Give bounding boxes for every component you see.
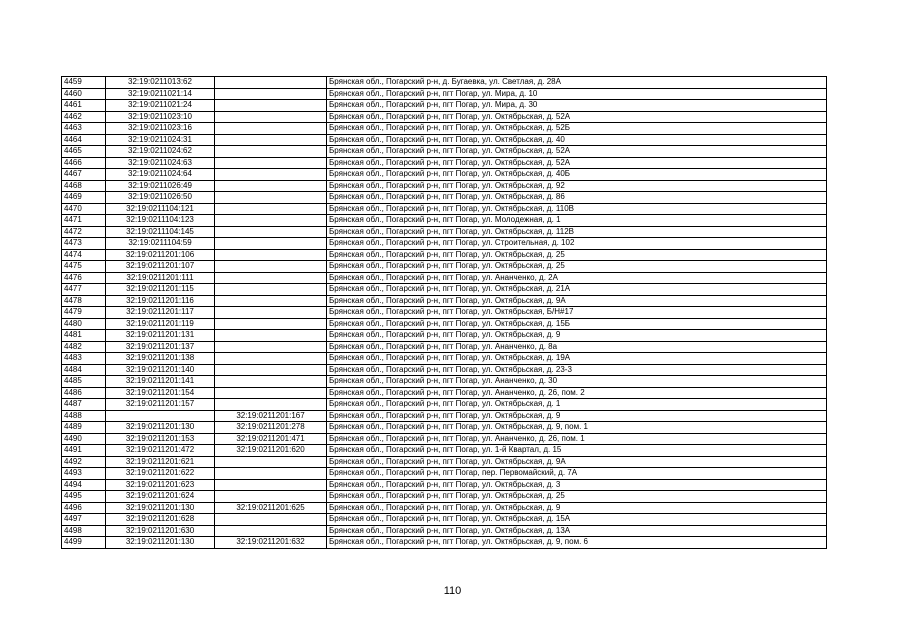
- parent-cadastral-number-cell: [215, 249, 327, 261]
- cadastral-number-cell: 32:19:0211104:59: [106, 238, 215, 250]
- parent-cadastral-number-cell: [215, 134, 327, 146]
- address-cell: Брянская обл., Погарский р-н, пгт Погар, ул. Октябрьская, д. 9А: [327, 295, 827, 307]
- row-number-cell: 4467: [62, 169, 106, 181]
- table-row: [62, 410, 827, 422]
- cadastral-number-cell: 32:19:0211023:10: [106, 111, 215, 123]
- parent-cadastral-number-cell: [215, 479, 327, 491]
- address-cell: Брянская обл., Погарский р-н, пгт Погар, ул. Ананченко, д. 26, пом. 1: [327, 433, 827, 445]
- cadastral-number-cell: 32:19:0211201:472: [106, 445, 215, 457]
- cadastral-number-cell: 32:19:0211201:622: [106, 468, 215, 480]
- table-row: [62, 318, 827, 330]
- parent-cadastral-number-cell: [215, 146, 327, 158]
- address-cell: Брянская обл., Погарский р-н, пгт Погар, ул. Октябрьская, д. 52А: [327, 146, 827, 158]
- table-row: [62, 180, 827, 192]
- row-number-cell: 4482: [62, 341, 106, 353]
- row-number-cell: 4459: [62, 77, 106, 89]
- cadastral-number-cell: 32:19:0211201:131: [106, 330, 215, 342]
- row-number-cell: 4498: [62, 525, 106, 537]
- parent-cadastral-number-cell: [215, 468, 327, 480]
- address-cell: Брянская обл., Погарский р-н, пгт Погар, ул. Строительная, д. 102: [327, 238, 827, 250]
- table-row: [62, 525, 827, 537]
- address-cell: Брянская обл., Погарский р-н, пгт Погар, ул. Мира, д. 10: [327, 88, 827, 100]
- row-number-cell: 4462: [62, 111, 106, 123]
- cadastral-number-cell: 32:19:0211201:138: [106, 353, 215, 365]
- row-number-cell: 4497: [62, 514, 106, 526]
- cadastral-number-cell: 32:19:0211201:107: [106, 261, 215, 273]
- cadastral-number-cell: 32:19:0211201:624: [106, 491, 215, 503]
- address-cell: Брянская обл., Погарский р-н, пгт Погар, ул. Октябрьская, д. 52А: [327, 111, 827, 123]
- parent-cadastral-number-cell: 32:19:0211201:471: [215, 433, 327, 445]
- parent-cadastral-number-cell: [215, 307, 327, 319]
- address-cell: Брянская обл., Погарский р-н, пгт Погар, ул. Октябрьская, д. 112В: [327, 226, 827, 238]
- parent-cadastral-number-cell: [215, 123, 327, 135]
- row-number-cell: 4484: [62, 364, 106, 376]
- row-number-cell: 4464: [62, 134, 106, 146]
- table-row: [62, 364, 827, 376]
- row-number-cell: 4469: [62, 192, 106, 204]
- cadastral-number-cell: 32:19:0211021:14: [106, 88, 215, 100]
- table-row: [62, 272, 827, 284]
- address-cell: Брянская обл., Погарский р-н, пгт Погар, пер. Первомайский, д. 7А: [327, 468, 827, 480]
- parent-cadastral-number-cell: [215, 192, 327, 204]
- address-cell: Брянская обл., Погарский р-н, пгт Погар, ул. Октябрьская, д. 25: [327, 491, 827, 503]
- table-row: [62, 261, 827, 273]
- cadastral-number-cell: 32:19:0211104:121: [106, 203, 215, 215]
- table-row: [62, 123, 827, 135]
- parent-cadastral-number-cell: [215, 157, 327, 169]
- cadastral-number-cell: 32:19:0211021:24: [106, 100, 215, 112]
- table-row: [62, 284, 827, 296]
- row-number-cell: 4460: [62, 88, 106, 100]
- table-row: [62, 111, 827, 123]
- row-number-cell: 4476: [62, 272, 106, 284]
- cadastral-number-cell: 32:19:0211201:119: [106, 318, 215, 330]
- table-row: [62, 215, 827, 227]
- row-number-cell: 4478: [62, 295, 106, 307]
- parent-cadastral-number-cell: [215, 88, 327, 100]
- address-cell: Брянская обл., Погарский р-н, пгт Погар, ул. Октябрьская, д. 9А: [327, 456, 827, 468]
- cadastral-number-cell: 32:19:0211201:153: [106, 433, 215, 445]
- row-number-cell: 4461: [62, 100, 106, 112]
- parent-cadastral-number-cell: [215, 353, 327, 365]
- parent-cadastral-number-cell: [215, 525, 327, 537]
- row-number-cell: 4490: [62, 433, 106, 445]
- parent-cadastral-number-cell: [215, 376, 327, 388]
- table-row: [62, 88, 827, 100]
- parent-cadastral-number-cell: [215, 491, 327, 503]
- parent-cadastral-number-cell: [215, 364, 327, 376]
- address-cell: Брянская обл., Погарский р-н, пгт Погар, ул. Октябрьская, д. 21А: [327, 284, 827, 296]
- parent-cadastral-number-cell: 32:19:0211201:278: [215, 422, 327, 434]
- cadastral-number-cell: 32:19:0211024:62: [106, 146, 215, 158]
- address-cell: Брянская обл., Погарский р-н, пгт Погар, ул. 1-й Квартал, д. 15: [327, 445, 827, 457]
- cadastral-number-cell: 32:19:0211023:16: [106, 123, 215, 135]
- address-cell: Брянская обл., Погарский р-н, пгт Погар, ул. Мира, д. 30: [327, 100, 827, 112]
- parent-cadastral-number-cell: [215, 399, 327, 411]
- row-number-cell: 4499: [62, 537, 106, 549]
- table-row: [62, 157, 827, 169]
- cadastral-number-cell: 32:19:0211201:141: [106, 376, 215, 388]
- row-number-cell: 4489: [62, 422, 106, 434]
- cadastral-number-cell: 32:19:0211201:157: [106, 399, 215, 411]
- parent-cadastral-number-cell: 32:19:0211201:632: [215, 537, 327, 549]
- address-cell: Брянская обл., Погарский р-н, пгт Погар, ул. Октябрьская, Б/Н#17: [327, 307, 827, 319]
- cadastral-number-cell: 32:19:0211201:106: [106, 249, 215, 261]
- row-number-cell: 4494: [62, 479, 106, 491]
- table-row: [62, 134, 827, 146]
- row-number-cell: 4466: [62, 157, 106, 169]
- table-row: [62, 502, 827, 514]
- parent-cadastral-number-cell: [215, 111, 327, 123]
- table-row: [62, 226, 827, 238]
- table-row: [62, 445, 827, 457]
- table-row: [62, 249, 827, 261]
- row-number-cell: 4491: [62, 445, 106, 457]
- row-number-cell: 4485: [62, 376, 106, 388]
- cadastral-number-cell: 32:19:0211201:628: [106, 514, 215, 526]
- table-row: [62, 330, 827, 342]
- cadastral-number-cell: 32:19:0211104:145: [106, 226, 215, 238]
- table-row: [62, 146, 827, 158]
- address-cell: Брянская обл., Погарский р-н, д. Бугаевка, ул. Светлая, д. 28А: [327, 77, 827, 89]
- cadastral-number-cell: 32:19:0211201:630: [106, 525, 215, 537]
- row-number-cell: 4465: [62, 146, 106, 158]
- table-row: [62, 422, 827, 434]
- table-row: [62, 238, 827, 250]
- address-cell: Брянская обл., Погарский р-н, пгт Погар, ул. Октябрьская, д. 9: [327, 410, 827, 422]
- cadastral-number-cell: [106, 410, 215, 422]
- cadastral-number-cell: 32:19:0211013:62: [106, 77, 215, 89]
- row-number-cell: 4468: [62, 180, 106, 192]
- table-row: [62, 399, 827, 411]
- address-cell: Брянская обл., Погарский р-н, пгт Погар, ул. Октябрьская, д. 52Б: [327, 123, 827, 135]
- cadastral-number-cell: 32:19:0211024:63: [106, 157, 215, 169]
- address-cell: Брянская обл., Погарский р-н, пгт Погар, ул. Октябрьская, д. 110В: [327, 203, 827, 215]
- parent-cadastral-number-cell: [215, 330, 327, 342]
- address-cell: Брянская обл., Погарский р-н, пгт Погар, ул. Октябрьская, д. 25: [327, 261, 827, 273]
- address-cell: Брянская обл., Погарский р-н, пгт Погар, ул. Октябрьская, д. 9: [327, 502, 827, 514]
- table-row: [62, 468, 827, 480]
- parent-cadastral-number-cell: [215, 226, 327, 238]
- cadastral-number-cell: 32:19:0211201:130: [106, 502, 215, 514]
- parent-cadastral-number-cell: 32:19:0211201:625: [215, 502, 327, 514]
- row-number-cell: 4486: [62, 387, 106, 399]
- row-number-cell: 4483: [62, 353, 106, 365]
- table-row: [62, 433, 827, 445]
- registry-table: [61, 76, 827, 549]
- parent-cadastral-number-cell: [215, 169, 327, 181]
- parent-cadastral-number-cell: [215, 456, 327, 468]
- address-cell: Брянская обл., Погарский р-н, пгт Погар, ул. Октябрьская, д. 13А: [327, 525, 827, 537]
- table-row: [62, 479, 827, 491]
- parent-cadastral-number-cell: [215, 203, 327, 215]
- table-row: [62, 387, 827, 399]
- parent-cadastral-number-cell: [215, 284, 327, 296]
- address-cell: Брянская обл., Погарский р-н, пгт Погар, ул. Октябрьская, д. 19А: [327, 353, 827, 365]
- address-cell: Брянская обл., Погарский р-н, пгт Погар, ул. Октябрьская, д. 3: [327, 479, 827, 491]
- row-number-cell: 4470: [62, 203, 106, 215]
- table-row: [62, 376, 827, 388]
- row-number-cell: 4480: [62, 318, 106, 330]
- table-row: [62, 203, 827, 215]
- address-cell: Брянская обл., Погарский р-н, пгт Погар, ул. Октябрьская, д. 52А: [327, 157, 827, 169]
- parent-cadastral-number-cell: [215, 261, 327, 273]
- address-cell: Брянская обл., Погарский р-н, пгт Погар, ул. Октябрьская, д. 15Б: [327, 318, 827, 330]
- cadastral-number-cell: 32:19:0211201:154: [106, 387, 215, 399]
- cadastral-number-cell: 32:19:0211201:140: [106, 364, 215, 376]
- row-number-cell: 4474: [62, 249, 106, 261]
- row-number-cell: 4471: [62, 215, 106, 227]
- registry-table-body: [62, 77, 827, 549]
- cadastral-number-cell: 32:19:0211201:130: [106, 422, 215, 434]
- parent-cadastral-number-cell: [215, 77, 327, 89]
- row-number-cell: 4473: [62, 238, 106, 250]
- table-row: [62, 537, 827, 549]
- parent-cadastral-number-cell: [215, 341, 327, 353]
- cadastral-number-cell: 32:19:0211024:64: [106, 169, 215, 181]
- row-number-cell: 4481: [62, 330, 106, 342]
- row-number-cell: 4495: [62, 491, 106, 503]
- row-number-cell: 4493: [62, 468, 106, 480]
- table-row: [62, 77, 827, 89]
- row-number-cell: 4472: [62, 226, 106, 238]
- cadastral-number-cell: 32:19:0211201:111: [106, 272, 215, 284]
- cadastral-number-cell: 32:19:0211104:123: [106, 215, 215, 227]
- address-cell: Брянская обл., Погарский р-н, пгт Погар, ул. Октябрьская, д. 92: [327, 180, 827, 192]
- parent-cadastral-number-cell: [215, 100, 327, 112]
- parent-cadastral-number-cell: [215, 318, 327, 330]
- cadastral-number-cell: 32:19:0211201:621: [106, 456, 215, 468]
- row-number-cell: 4475: [62, 261, 106, 273]
- table-row: [62, 491, 827, 503]
- address-cell: Брянская обл., Погарский р-н, пгт Погар, ул. Октябрьская, д. 40Б: [327, 169, 827, 181]
- parent-cadastral-number-cell: [215, 215, 327, 227]
- cadastral-number-cell: 32:19:0211201:623: [106, 479, 215, 491]
- row-number-cell: 4463: [62, 123, 106, 135]
- cadastral-number-cell: 32:19:0211201:137: [106, 341, 215, 353]
- address-cell: Брянская обл., Погарский р-н, пгт Погар, ул. Октябрьская, д. 9, пом. 1: [327, 422, 827, 434]
- address-cell: Брянская обл., Погарский р-н, пгт Погар, ул. Ананченко, д. 8а: [327, 341, 827, 353]
- table-row: [62, 169, 827, 181]
- address-cell: Брянская обл., Погарский р-н, пгт Погар, ул. Ананченко, д. 30: [327, 376, 827, 388]
- address-cell: Брянская обл., Погарский р-н, пгт Погар, ул. Октябрьская, д. 25: [327, 249, 827, 261]
- address-cell: Брянская обл., Погарский р-н, пгт Погар, ул. Октябрьская, д. 9, пом. 6: [327, 537, 827, 549]
- address-cell: Брянская обл., Погарский р-н, пгт Погар, ул. Октябрьская, д. 23-3: [327, 364, 827, 376]
- cadastral-number-cell: 32:19:0211026:50: [106, 192, 215, 204]
- row-number-cell: 4496: [62, 502, 106, 514]
- address-cell: Брянская обл., Погарский р-н, пгт Погар, ул. Ананченко, д. 2А: [327, 272, 827, 284]
- address-cell: Брянская обл., Погарский р-н, пгт Погар, ул. Октябрьская, д. 9: [327, 330, 827, 342]
- address-cell: Брянская обл., Погарский р-н, пгт Погар, ул. Ананченко, д. 26, пом. 2: [327, 387, 827, 399]
- row-number-cell: 4492: [62, 456, 106, 468]
- table-row: [62, 307, 827, 319]
- table-row: [62, 514, 827, 526]
- table-row: [62, 456, 827, 468]
- address-cell: Брянская обл., Погарский р-н, пгт Погар, ул. Октябрьская, д. 1: [327, 399, 827, 411]
- table-row: [62, 341, 827, 353]
- parent-cadastral-number-cell: [215, 295, 327, 307]
- parent-cadastral-number-cell: [215, 514, 327, 526]
- address-cell: Брянская обл., Погарский р-н, пгт Погар, ул. Октябрьская, д. 40: [327, 134, 827, 146]
- cadastral-number-cell: 32:19:0211026:49: [106, 180, 215, 192]
- cadastral-number-cell: 32:19:0211201:117: [106, 307, 215, 319]
- parent-cadastral-number-cell: [215, 238, 327, 250]
- cadastral-number-cell: 32:19:0211201:115: [106, 284, 215, 296]
- cadastral-number-cell: 32:19:0211201:116: [106, 295, 215, 307]
- parent-cadastral-number-cell: 32:19:0211201:620: [215, 445, 327, 457]
- address-cell: Брянская обл., Погарский р-н, пгт Погар, ул. Молодежная, д. 1: [327, 215, 827, 227]
- parent-cadastral-number-cell: [215, 180, 327, 192]
- cadastral-number-cell: 32:19:0211024:31: [106, 134, 215, 146]
- table-row: [62, 353, 827, 365]
- parent-cadastral-number-cell: 32:19:0211201:167: [215, 410, 327, 422]
- row-number-cell: 4488: [62, 410, 106, 422]
- row-number-cell: 4487: [62, 399, 106, 411]
- address-cell: Брянская обл., Погарский р-н, пгт Погар, ул. Октябрьская, д. 86: [327, 192, 827, 204]
- parent-cadastral-number-cell: [215, 272, 327, 284]
- page-number: 110: [443, 585, 462, 597]
- cadastral-number-cell: 32:19:0211201:130: [106, 537, 215, 549]
- row-number-cell: 4477: [62, 284, 106, 296]
- parent-cadastral-number-cell: [215, 387, 327, 399]
- row-number-cell: 4479: [62, 307, 106, 319]
- table-row: [62, 100, 827, 112]
- table-row: [62, 295, 827, 307]
- table-row: [62, 192, 827, 204]
- address-cell: Брянская обл., Погарский р-н, пгт Погар, ул. Октябрьская, д. 15А: [327, 514, 827, 526]
